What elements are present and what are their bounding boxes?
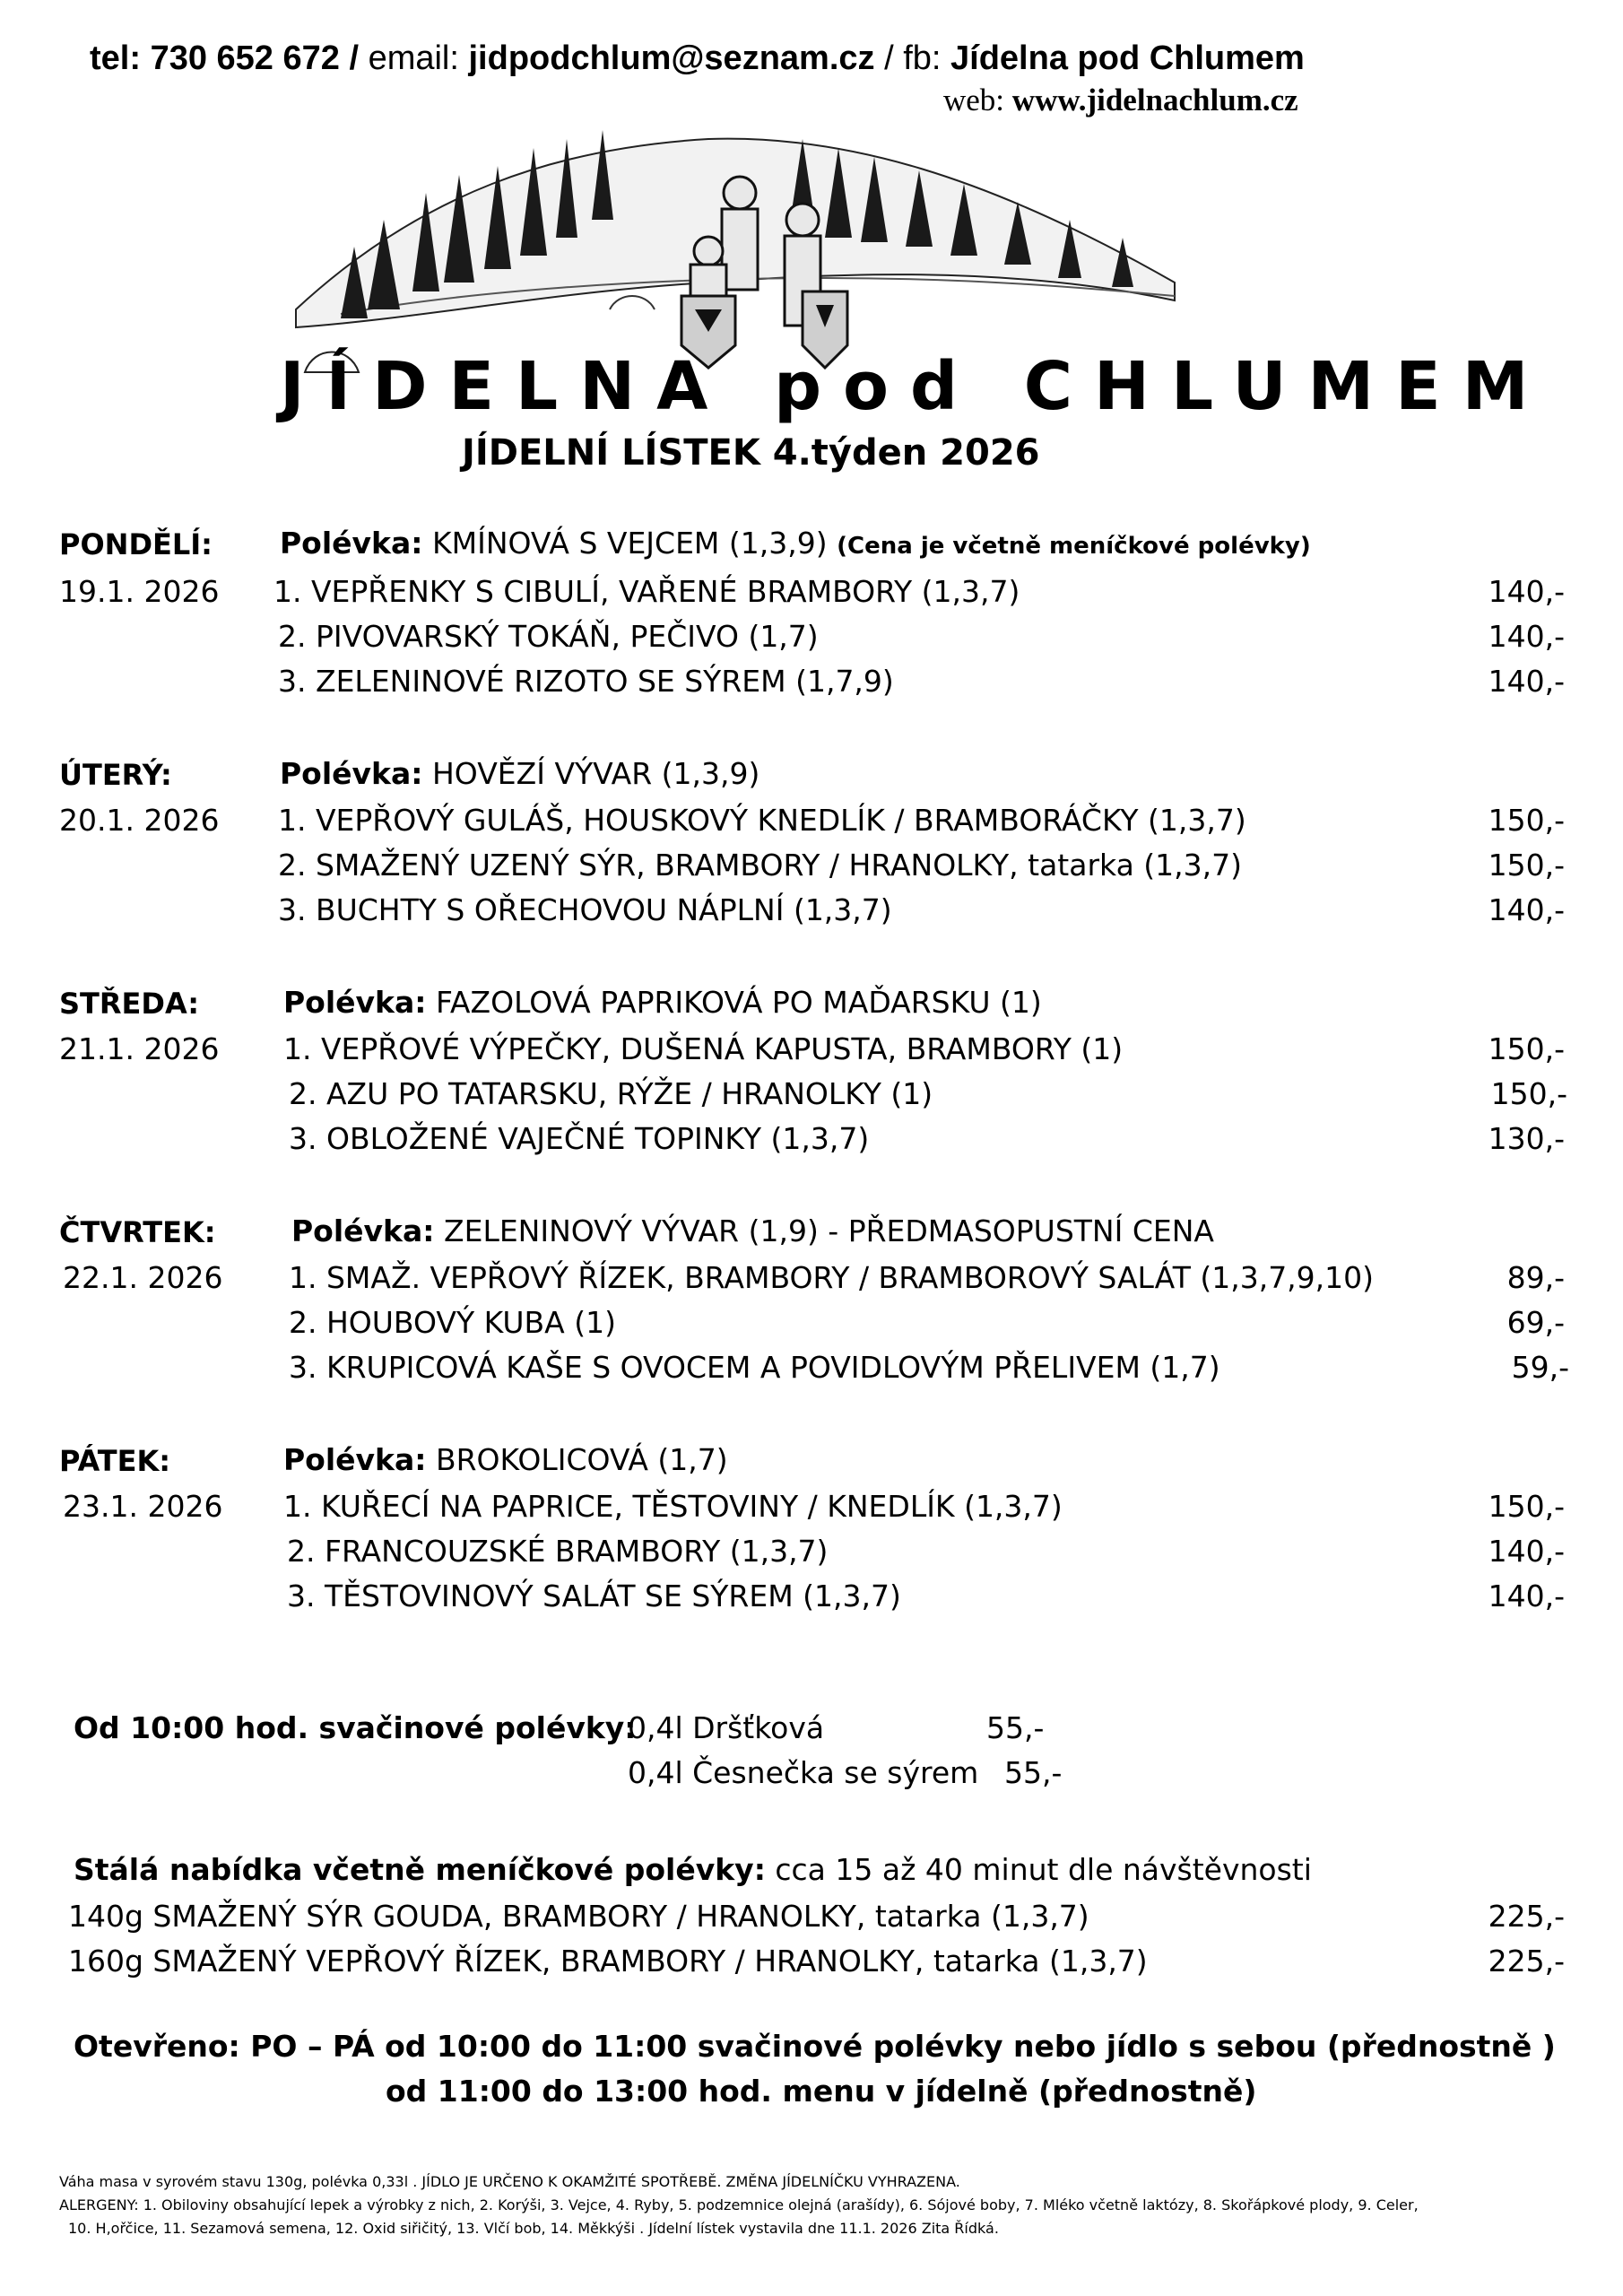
snack-item-text: 0,4l Česnečka se sýrem bbox=[628, 1755, 979, 1790]
footer-weight-note: Váha masa v syrovém stavu 130g, polévka 0,33l . JÍDLO JE URČENO K OKAMŽITÉ SPOTŘEBĚ. ZMĚNA JÍDELNÍČKU VYHRAZENA. bbox=[59, 2173, 960, 2190]
fb-name[interactable]: Jídelna pod Chlumem bbox=[950, 39, 1305, 77]
soup-row-wednesday bbox=[283, 985, 1042, 1020]
soup-text: HOVĚZÍ VÝVAR (1,3,9) bbox=[431, 756, 760, 791]
meal-text: 2. AZU PO TATARSKU, RÝŽE / HRANOLKY (1) bbox=[289, 1076, 933, 1111]
meal-price: 150,- bbox=[1488, 803, 1565, 838]
email-address[interactable]: jidpodchlum@seznam.cz bbox=[468, 39, 875, 77]
snack-item-price: 55,- bbox=[1004, 1755, 1063, 1790]
day-date-wednesday: 21.1. 2026 bbox=[59, 1031, 220, 1066]
day-date-thursday: 22.1. 2026 bbox=[63, 1260, 223, 1295]
standing-item-price: 225,- bbox=[1488, 1944, 1565, 1979]
meal-text: 3. TĚSTOVINOVÝ SALÁT SE SÝREM (1,3,7) bbox=[287, 1578, 901, 1613]
day-name-wednesday: STŘEDA: bbox=[59, 987, 200, 1021]
footer-allergens-cont: 10. H,ořčice, 11. Sezamová semena, 12. Oxid siřičitý, 13. Vlčí bob, 14. Měkkýši . Jídelní lístek vystavila dne 11.1. 2026 Zita Řídká. bbox=[68, 2220, 999, 2237]
contact-line bbox=[90, 39, 1305, 78]
email-label: email: bbox=[368, 39, 459, 77]
day-name-monday: PONDĚLÍ: bbox=[59, 527, 213, 561]
meal-price: 150,- bbox=[1488, 1031, 1565, 1066]
soup-text: BROKOLICOVÁ (1,7) bbox=[435, 1442, 728, 1477]
web-label: web: bbox=[943, 83, 1005, 117]
meal-price: 59,- bbox=[1511, 1350, 1569, 1385]
day-name-tuesday: ÚTERÝ: bbox=[59, 758, 172, 792]
soup-label: Polévka: bbox=[283, 985, 427, 1020]
soup-row-tuesday bbox=[280, 756, 759, 791]
snack-item-text: 0,4l Dršťková bbox=[628, 1710, 825, 1745]
meal-text: 1. KUŘECÍ NA PAPRICE, TĚSTOVINY / KNEDLÍK (1,3,7) bbox=[283, 1489, 1063, 1524]
day-date-friday: 23.1. 2026 bbox=[63, 1489, 223, 1524]
tel-number[interactable]: 730 652 672 / bbox=[150, 39, 359, 77]
soup-label: Polévka: bbox=[280, 756, 423, 791]
meal-price: 150,- bbox=[1488, 848, 1565, 883]
standing-offer-row bbox=[74, 1852, 1312, 1887]
standing-item-text: 140g SMAŽENÝ SÝR GOUDA, BRAMBORY / HRANOLKY, tatarka (1,3,7) bbox=[68, 1899, 1089, 1934]
meal-price: 140,- bbox=[1488, 574, 1565, 609]
day-date-tuesday: 20.1. 2026 bbox=[59, 803, 220, 838]
meal-text: 3. ZELENINOVÉ RIZOTO SE SÝREM (1,7,9) bbox=[278, 664, 894, 699]
meal-text: 1. SMAŽ. VEPŘOVÝ ŘÍZEK, BRAMBORY / BRAMBOROVÝ SALÁT (1,3,7,9,10) bbox=[289, 1260, 1375, 1295]
soup-note: (Cena je včetně meníčkové polévky) bbox=[837, 533, 1311, 560]
standing-note: cca 15 až 40 minut dle návštěvnosti bbox=[775, 1852, 1312, 1887]
opening-hours-line2: od 11:00 do 13:00 hod. menu v jídelně (přednostně) bbox=[386, 2074, 1257, 2109]
meal-price: 69,- bbox=[1506, 1305, 1565, 1340]
meal-text: 1. VEPŘOVÉ VÝPEČKY, DUŠENÁ KAPUSTA, BRAMBORY (1) bbox=[283, 1031, 1124, 1066]
meal-text: 1. VEPŘOVÝ GULÁŠ, HOUSKOVÝ KNEDLÍK / BRAMBORÁČKY (1,3,7) bbox=[278, 803, 1246, 838]
meal-price: 150,- bbox=[1490, 1076, 1567, 1111]
soup-label: Polévka: bbox=[280, 526, 423, 561]
meal-text: 1. VEPŘENKY S CIBULÍ, VAŘENÉ BRAMBORY (1,3,7) bbox=[273, 574, 1020, 609]
day-name-thursday: ČTVRTEK: bbox=[59, 1215, 216, 1249]
meal-text: 3. KRUPICOVÁ KAŠE S OVOCEM A POVIDLOVÝM PŘELIVEM (1,7) bbox=[289, 1350, 1220, 1385]
page-title: JÍDELNA pod CHLUMEM bbox=[280, 348, 1550, 425]
soup-row-monday bbox=[280, 526, 1311, 561]
meal-text: 3. OBLOŽENÉ VAJEČNÉ TOPINKY (1,3,7) bbox=[289, 1121, 870, 1156]
meal-text: 2. PIVOVARSKÝ TOKÁŇ, PEČIVO (1,7) bbox=[278, 619, 819, 654]
standing-item-text: 160g SMAŽENÝ VEPŘOVÝ ŘÍZEK, BRAMBORY / HRANOLKY, tatarka (1,3,7) bbox=[68, 1944, 1148, 1979]
meal-text: 3. BUCHTY S OŘECHOVOU NÁPLNÍ (1,3,7) bbox=[278, 892, 892, 927]
standing-item-price: 225,- bbox=[1488, 1899, 1565, 1934]
soup-text: FAZOLOVÁ PAPRIKOVÁ PO MAĎARSKU (1) bbox=[435, 985, 1042, 1020]
footer-allergens: ALERGENY: 1. Obiloviny obsahující lepek a výrobky z nich, 2. Korýši, 3. Vejce, 4. Ryby, 5. podzemnice olejná (arašídy), 6. Sójové boby, 7. Mléko včetně laktózy, 8. Skořápkové plody, 9. Celer, bbox=[59, 2196, 1419, 2213]
standing-label: Stálá nabídka včetně meníčkové polévky: bbox=[74, 1852, 766, 1887]
meal-price: 140,- bbox=[1488, 1578, 1565, 1613]
menu-subtitle: JÍDELNÍ LÍSTEK 4.týden 2026 bbox=[462, 432, 1040, 474]
meal-price: 140,- bbox=[1488, 892, 1565, 927]
soup-text: KMÍNOVÁ S VEJCEM (1,3,9) bbox=[431, 526, 828, 561]
snack-item-price: 55,- bbox=[986, 1710, 1045, 1745]
web-url[interactable]: www.jidelnachlum.cz bbox=[1011, 83, 1298, 117]
meal-price: 140,- bbox=[1488, 619, 1565, 654]
tel-label: tel: bbox=[90, 39, 141, 77]
meal-price: 130,- bbox=[1488, 1121, 1565, 1156]
day-date-monday: 19.1. 2026 bbox=[59, 574, 220, 609]
meal-text: 2. FRANCOUZSKÉ BRAMBORY (1,3,7) bbox=[287, 1534, 829, 1569]
fb-label: / fb: bbox=[884, 39, 942, 77]
day-name-friday: PÁTEK: bbox=[59, 1444, 171, 1478]
meal-price: 140,- bbox=[1488, 664, 1565, 699]
soup-label: Polévka: bbox=[283, 1442, 427, 1477]
meal-text: 2. HOUBOVÝ KUBA (1) bbox=[289, 1305, 616, 1340]
meal-price: 89,- bbox=[1506, 1260, 1565, 1295]
meal-price: 140,- bbox=[1488, 1534, 1565, 1569]
soup-row-friday bbox=[283, 1442, 728, 1477]
opening-hours-line1: Otevřeno: PO – PÁ od 10:00 do 11:00 svačinové polévky nebo jídlo s sebou (přednostně ) bbox=[74, 2029, 1556, 2064]
meal-text: 2. SMAŽENÝ UZENÝ SÝR, BRAMBORY / HRANOLKY, tatarka (1,3,7) bbox=[278, 848, 1242, 883]
snack-label: Od 10:00 hod. svačinové polévky: bbox=[74, 1710, 637, 1745]
soup-text: ZELENINOVÝ VÝVAR (1,9) - PŘEDMASOPUSTNÍ CENA bbox=[443, 1213, 1214, 1248]
soup-row-thursday bbox=[291, 1213, 1214, 1248]
soup-label: Polévka: bbox=[291, 1213, 435, 1248]
meal-price: 150,- bbox=[1488, 1489, 1565, 1524]
